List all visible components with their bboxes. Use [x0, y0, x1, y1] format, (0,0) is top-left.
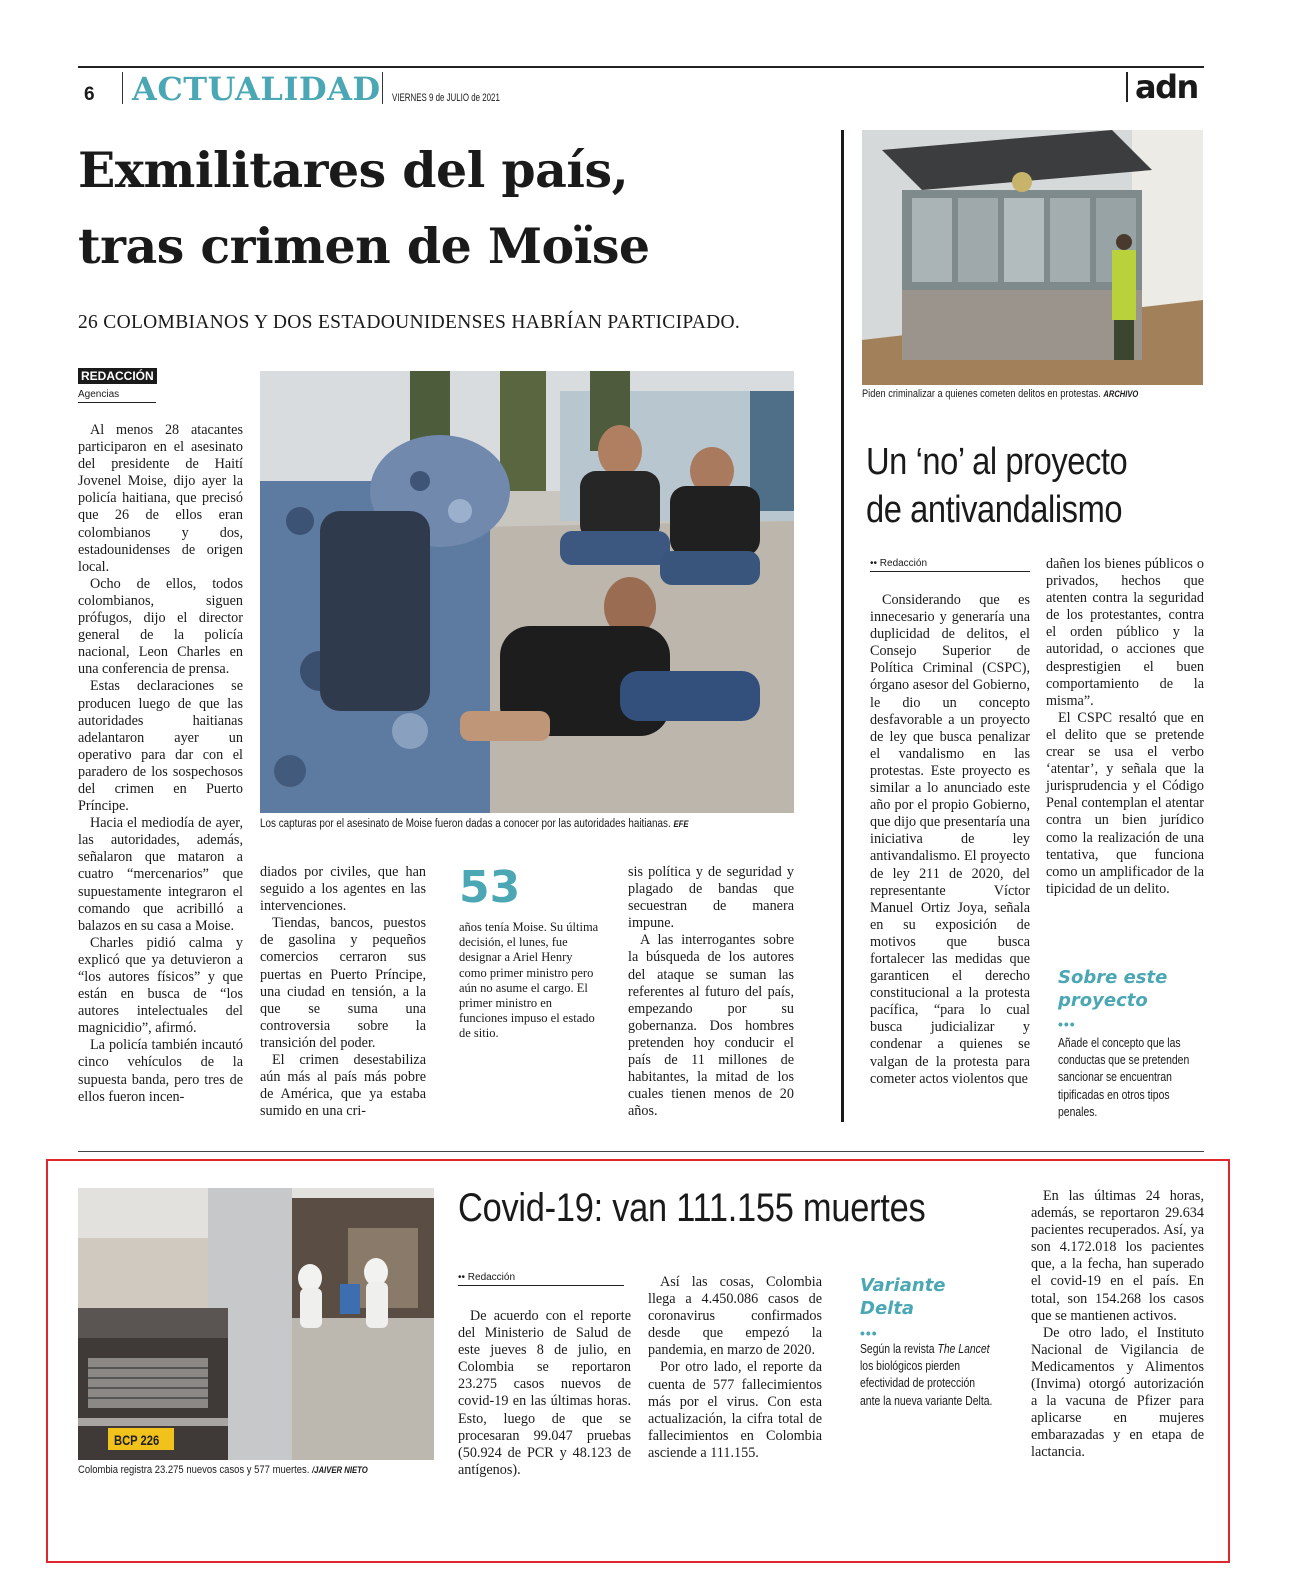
delta-box-title: [860, 1274, 1010, 1320]
side-photo-caption: [862, 388, 1198, 400]
side-photo: [862, 130, 1203, 385]
section-rule: [78, 1151, 1204, 1152]
box-title-line: Delta: [860, 1298, 915, 1319]
box-dots: •••: [860, 1325, 878, 1341]
paragraph: Hacia el mediodía de ayer, las autoridades, además, señalaron que mataron a cuatro “mercenarios” que supuestamente integraron el comando que acribilló a balazos en su casa a Moise.: [78, 815, 243, 934]
main-photo-caption: [260, 818, 724, 830]
delta-text-part: los biológicos pierden efectividad de protección ante la nueva variante Delta.: [860, 1358, 993, 1408]
top-rule: [78, 66, 1204, 68]
delta-text-part: Según la revista: [860, 1341, 938, 1356]
column-divider: [841, 130, 844, 1122]
byline-source: Agencias: [78, 389, 156, 403]
delta-box-text: [860, 1340, 998, 1409]
byline-label: REDACCIÓN: [78, 368, 157, 384]
covid-headline: Covid-19: van 111.155 muertes: [458, 1186, 926, 1230]
photo-credit: ARCHIVO: [1103, 389, 1139, 399]
box-dots: •••: [1058, 1016, 1076, 1032]
article-column: [870, 592, 1030, 1088]
article-column: [260, 864, 426, 1120]
header-divider: [122, 72, 123, 104]
paragraph: El CSPC resaltó que en el delito que se pretende crear se usa el verbo ‘atentar’, y señala que la jurisprudencia y el Código Penal contemplan el atentar contra un bien jurídico como la realización de una tentativa, que funciona como un amplificador de la tipicidad de un delito.: [1046, 709, 1204, 897]
box-title-line: Sobre este: [1058, 967, 1168, 988]
paragraph: Así las cosas, Colombia llega a 4.450.086 casos de coronavirus confirmados desde que empezó la pandemia, en marzo de 2020.: [648, 1274, 822, 1359]
paragraph: dañen los bienes públicos o privados, hechos que atenten contra la seguridad de los protestantes, contra el orden público y la autoridad, o acciones que desprestigien el buen comportamiento de la misma”.: [1046, 556, 1204, 709]
main-subheadline: 26 COLOMBIANOS Y DOS ESTADOUNIDENSES HABRÍAN PARTICIPADO.: [78, 312, 741, 333]
highlight-number: 53: [459, 862, 521, 913]
main-headline: [78, 132, 828, 284]
caption-text: Piden criminalizar a quienes cometen delitos en protestas.: [862, 388, 1101, 400]
publication-name: The Lancet: [937, 1341, 990, 1356]
box-title-line: proyecto: [1058, 990, 1148, 1011]
sidebar-box-title: [1058, 966, 1208, 1012]
article-column: [648, 1274, 822, 1462]
issue-date: VIERNES 9 de JULIO de 2021: [392, 92, 500, 104]
paragraph: La policía también incautó cinco vehículos de la supuesta banda, pero tres de ellos fueron incen-: [78, 1037, 243, 1105]
caption-text: Los capturas por el asesinato de Moise fueron dadas a conocer por las autoridades haitianas.: [260, 818, 671, 830]
article-column: [1031, 1188, 1204, 1462]
paragraph: El crimen desestabiliza aún más al país más pobre de América, que ya estaba sumido en una cri-: [260, 1052, 426, 1120]
box-title-line: Variante: [860, 1275, 946, 1296]
paragraph: Al menos 28 atacantes participaron en el asesinato del presidente de Haití Jovenel Moise, dijo ayer la policía haitiana, que precisó que 26 de ellos eran colombianos y dos, estadounidenses de origen local.: [78, 422, 243, 575]
photo-credit: EFE: [673, 819, 689, 829]
headline-line: Un ‘no’ al proyecto: [866, 441, 1128, 483]
side-headline: [866, 438, 1227, 534]
main-photo: [260, 371, 794, 813]
paragraph: sis política y de seguridad y plagado de bandas que secuestran de manera impune.: [628, 864, 794, 932]
paragraph: diados por civiles, que han seguido a los agentes en las intervenciones.: [260, 864, 426, 915]
side-byline: •• Redacción: [870, 558, 1030, 572]
headline-line: de antivandalismo: [866, 489, 1123, 531]
paragraph: Ocho de ellos, todos colombianos, siguen prófugos, dijo el director general de la policía nacional, Leon Charles en una conferencia de prensa.: [78, 575, 243, 678]
caption-text: Colombia registra 23.275 nuevos casos y 577 muertes.: [78, 1464, 310, 1476]
headline-line: tras crimen de Moïse: [78, 217, 650, 275]
paragraph: A las interrogantes sobre la búsqueda de los autores del ataque se suman las referentes al futuro del país, empezando por su gobernanza. Dos hombres pretenden hoy conducir el país de 11 millones de habitantes, la mitad de los cuales tienen menos de 20 años.: [628, 932, 794, 1120]
paragraph: Estas declaraciones se producen luego de que las autoridades haitianas adelantaron ayer un operativo para dar con el paradero de los sospechosos del crimen en Puerto Príncipe.: [78, 678, 243, 815]
sidebar-box-text: Añade el concepto que las conductas que se pretenden sancionar se encuentran tipificadas en otros tipos penales.: [1058, 1035, 1190, 1119]
paragraph: Charles pidió calma y explicó que ya detuvieron a “los autores físicos” y que están en busca de “los autores intelectuales del magnicidio”, afirmó.: [78, 934, 243, 1037]
header-divider: [382, 72, 383, 104]
covid-photo: [78, 1188, 434, 1460]
logo-divider: [1126, 72, 1128, 102]
covid-photo-caption: [78, 1464, 439, 1476]
section-title: ACTUALIDAD: [132, 70, 381, 108]
paragraph: Por otro lado, el reporte da cuenta de 577 fallecimientos más por el virus. Con esta actualización, la cifra total de fallecimientos en Colombia asciende a 111.155.: [648, 1359, 822, 1461]
covid-byline: •• Redacción: [458, 1272, 624, 1286]
article-column: [458, 1308, 631, 1479]
publication-logo: adn: [1135, 68, 1198, 106]
paragraph: Tiendas, bancos, puestos de gasolina y pequeños comercios cerraron sus puertas en Puerto Príncipe, una ciudad en tensión, a la que se suma una controversia sobre la transición del poder.: [260, 915, 426, 1051]
article-column: [628, 864, 794, 1120]
page-number: 6: [84, 84, 95, 105]
photo-credit: /JAIVER NIETO: [312, 1465, 368, 1475]
article-column: [1046, 556, 1204, 898]
highlight-number-text: años tenía Moise. Su última decisión, el lunes, fue designar a Ariel Henry como primer ministro pero aún no asume el cargo. El primer ministro en funciones impuso el estado de sitio.: [459, 920, 599, 1041]
license-plate: BCP 226: [114, 1432, 160, 1448]
paragraph: En las últimas 24 horas, además, se reportaron 29.634 pacientes recuperados. Así, ya son 4.172.018 los pacientes que, a la fecha, han superado el covid-19 en el país. En total, son 154.268 los casos que se mantienen activos.: [1031, 1188, 1204, 1324]
paragraph: Considerando que es innecesario y generaría una duplicidad de delitos, el Consejo Superior de Política Criminal (CSPC), órgano asesor del Gobierno, le dio un concepto desfavorable a un proyecto de ley que busca penalizar el vandalismo en las protestas. Este proyecto es similar a lo anunciado este año por el propio Gobierno, que dijo que presentaría una iniciativa de ley antivandalismo. El proyecto de ley 211 de 2020, del representante Víctor Manuel Ortiz Joya, señala en su exposición de motivos que busca fortalecer las medidas que garanticen el derecho constitucional a la protesta pacífica, “para lo cual busca judicializar y condenar a quienes se valgan de la protesta para cometer actos violentos que: [870, 592, 1030, 1087]
headline-line: Exmilitares del país,: [78, 141, 629, 199]
paragraph: De otro lado, el Instituto Nacional de Vigilancia de Medicamentos y Alimentos (Invima) otorgó autorización a la vacuna de Pfizer para aplicarse en mujeres embarazadas y en etapa de lactancia.: [1031, 1324, 1204, 1461]
article-column: [78, 422, 243, 1106]
paragraph: De acuerdo con el reporte del Ministerio de Salud de este jueves 8 de julio, en Colombia se reportaron 23.275 casos nuevos de covid-19 en las últimas horas. Esto, luego de que se procesaran 99.047 pruebas (50.924 de PCR y 48.123 de antígenos).: [458, 1308, 631, 1478]
